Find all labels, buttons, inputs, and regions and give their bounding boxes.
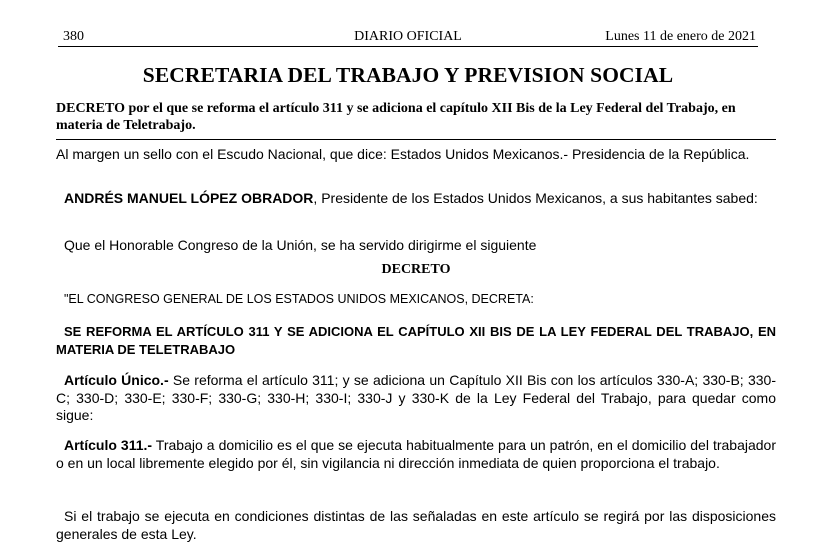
publication-name: DIARIO OFICIAL <box>354 29 462 44</box>
congress-line: Que el Honorable Congreso de la Unión, se ha servido dirigirme el siguiente <box>64 237 537 253</box>
articulo-311-paragraph <box>56 437 776 472</box>
ministry-title: SECRETARIA DEL TRABAJO Y PREVISION SOCIAL <box>142 63 674 87</box>
page-number: 380 <box>63 29 84 44</box>
articulo-unico-text: Se reforma el artículo 311; y se adiciona un Capítulo XII Bis con los artículos 330-A; 330-B; 330-C; 330-D; 330-E; 330-F; 330-G; 330-H; 330-I; 330-J y 330-K de la Ley Federal del Trabajo, para quedar como sigue: <box>56 372 776 423</box>
page-header <box>58 28 758 47</box>
congress-decrees: "EL CONGRESO GENERAL DE LOS ESTADOS UNIDOS MEXICANOS, DECRETA: <box>64 292 534 306</box>
articulo-311-label: Artículo 311.- <box>64 437 153 453</box>
header-divider <box>58 46 758 47</box>
articulo-unico-paragraph <box>56 372 776 425</box>
decreto-heading: DECRETO <box>381 262 451 277</box>
title-divider <box>56 139 776 140</box>
publication-date: Lunes 11 de enero de 2021 <box>605 29 756 44</box>
president-text: , Presidente de los Estados Unidos Mexicanos, a sus habitantes sabed: <box>313 190 758 206</box>
decree-title: DECRETO por el que se reforma el artículo 311 y se adiciona el capítulo XII Bis de la Ley Federal del Trabajo, en materia de Teletrabajo. <box>56 101 736 133</box>
reform-heading: SE REFORMA EL ARTÍCULO 311 Y SE ADICIONA EL CAPÍTULO XII BIS DE LA LEY FEDERAL DEL TRABAJO, EN MATERIA DE TELETRABAJO <box>56 324 776 357</box>
president-name: ANDRÉS MANUEL LÓPEZ OBRADOR <box>64 190 314 206</box>
president-paragraph <box>56 190 776 208</box>
articulo-311-text: Trabajo a domicilio es el que se ejecuta habitualmente para un patrón, en el domicilio del trabajador o en un local libremente elegido por él, sin vigilancia ni dirección inmediata de quien proporciona el trabajo. <box>56 437 776 471</box>
articulo-unico-label: Artículo Único.- <box>64 372 169 388</box>
margin-note: Al margen un sello con el Escudo Nacional, que dice: Estados Unidos Mexicanos.- Presidencia de la República. <box>56 146 750 162</box>
last-paragraph: Si el trabajo se ejecuta en condiciones distintas de las señaladas en este artículo se regirá por las disposiciones generales de esta Ley. <box>56 508 776 542</box>
